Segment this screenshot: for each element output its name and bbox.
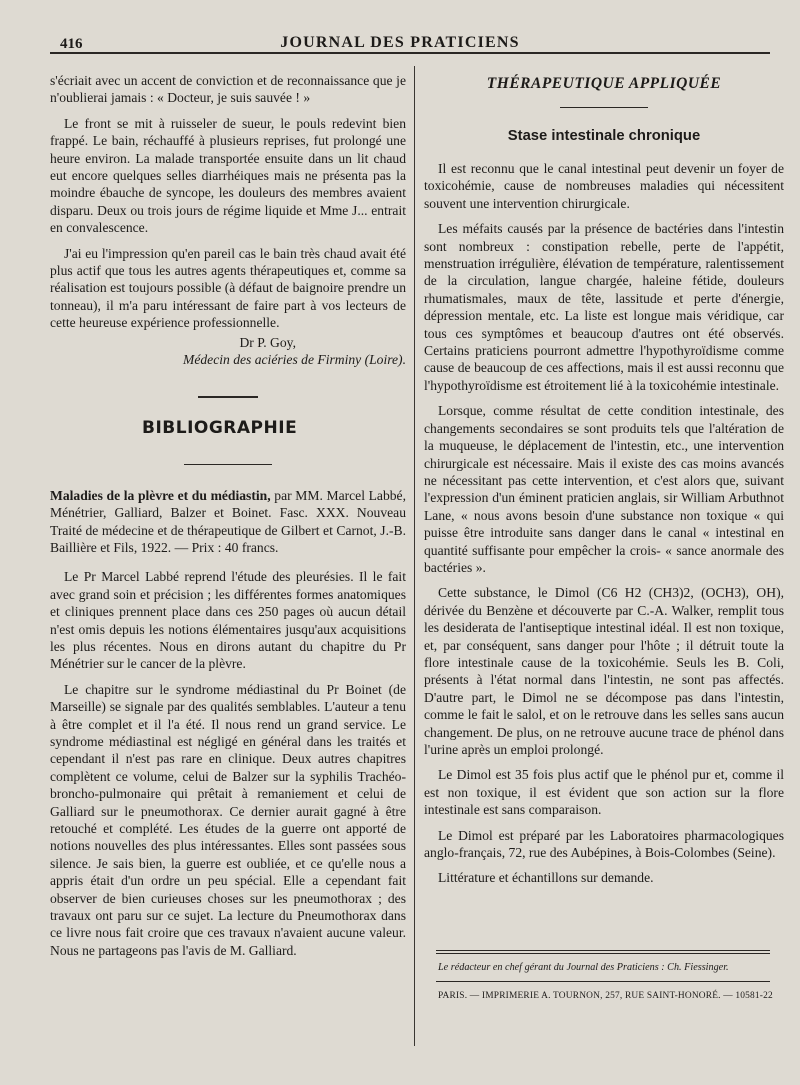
article-title: Stase intestinale chronique xyxy=(507,128,701,144)
bibliography-heading: BIBLIOGRAPHIE xyxy=(142,417,298,438)
editor-line: Le rédacteur en chef gérant du Journal des Praticiens : Ch. Fiessinger. xyxy=(438,962,729,973)
right-paragraph: Le Dimol est préparé par les Laboratoires pharmacologiques anglo-français, 72, rue des Aubépines, à Bois-Colombes (Seine). xyxy=(424,827,784,861)
left-paragraph: Le front se mit à ruisseler de sueur, le pouls redevint bien frappé. Le bain, réchauffé à plusieurs reprises, fut prolongé une heure environ. La malade transportée ensuite dans un lit chaud eut encore quelques selles diarrhéiques mais ne présenta pas la moindre ébauche de syncope, les douleurs des membres avaient disparu. Deux ou trois jours de régime liquide et Mme J... entrait en convalescence. xyxy=(50,115,406,236)
right-paragraph: Cette substance, le Dimol (C6 H2 (CH3)2, (OCH3), OH), dérivée du Benzène et découverte par C.-A. Walker, remplit tous les desiderata de l'antiseptique intestinal idéal. Il est non toxique, et, par conséquent, sans danger pour l'hôte ; il détruit toute la flore intestinale cause de la toxicohémie. Seuls les B. Coli, présents à l'état normal dans l'intestin, ne sont pas affectés. D'autre part, le Dimol ne se décompose pas dans l'intestin, comme le fait le salol, et on le retrouve dans les selles sans aucun changement. De plus, on ne retrouve aucune trace de phénol dans l'urine après un emploi prolongé. xyxy=(424,585,784,757)
header-rule xyxy=(50,52,770,54)
left-paragraph: Le chapitre sur le syndrome médiastinal du Pr Boinet (de Marseille) se signale par des qualités semblables. L'auteur a tenu à être complet et il l'a été. Il nous rend un grand service. Le syndrome médiastinal est négligé en général dans les traités et cependant il n'est pas rare en clinique. Deux autres chapitres complètent ce volume, celui de Balzer sur la syphilis Trachéo-broncho-pulmonaire qui prêtait à remaniement et celui de Galliard sur le pneumothorax. Ce dernier aurait gagné à être retouché et complété. Les études de la guerre ont apporté de notions nouvelles des plus intéressantes. Elles sont passées sous silence. Je sais bien, la guerre est oubliée, et ce qu'elle nous a appris était d'un ordre un peu spécial. Elle a cependant fait observer de bien curieuses choses sur les pneumothorax ; des travaux ont paru sur ce sujet. La lecture du Pneumothorax dans ce livre nous fait croire que ces travaux n'avaient aucune valeur. Nous ne partageons pas l'avis de M. Galliard. xyxy=(50,681,406,958)
page-number: 416 xyxy=(60,36,83,52)
left-column xyxy=(50,72,406,959)
right-paragraph: Littérature et échantillons sur demande. xyxy=(438,870,654,886)
right-paragraph: Les méfaits causés par la présence de bactéries dans l'intestin sont nombreux : constipation rebelle, perte de l'appétit, menstruation irrégulière, élévation de température, ralentissement de la circulation, langue chargée, haleine fétide, douleurs rhumatismales, maux de tête, lassitude et perte d'énergie, dépression mentale, etc. La liste est longue mais véridique, car tous ces symptômes et beaucoup d'autres ont été observés. Certains praticiens pourront admettre l'hypothyroïdisme comme cause de beaucoup de ces affections, mais il est aussi reconnu que l'hypothyroïdisme est étroitement lié à la toxicohémie intestinale. xyxy=(424,221,784,393)
footer-rule xyxy=(436,981,770,982)
right-paragraph: Le Dimol est 35 fois plus actif que le phénol pur et, comme il est non toxique, il est évident que son action sur la flore intestinale est sans comparaison. xyxy=(424,767,784,818)
section-rule xyxy=(560,107,648,108)
left-paragraph: s'écriait avec un accent de conviction et de reconnaissance que je n'oublierai jamais : « Docteur, je suis sauvée ! » xyxy=(50,73,406,106)
bibliography-reference xyxy=(50,487,406,557)
printer-line: PARIS. — IMPRIMERIE A. TOURNON, 257, RUE SAINT-HONORÉ. — 10581-22 xyxy=(438,991,773,1001)
right-paragraph: Il est reconnu que le canal intestinal peut devenir un foyer de toxicohémie, cause de nombreuses maladies qui nécessitent souvent une intervention chirurgicale. xyxy=(424,161,784,211)
signature-role: Médecin des aciéries de Firminy (Loire). xyxy=(183,351,406,367)
journal-title: JOURNAL DES PRATICIENS xyxy=(280,34,520,51)
section-rule xyxy=(198,396,258,398)
left-paragraph: J'ai eu l'impression qu'en pareil cas le bain très chaud avait été plus actif que tous les autres agents thérapeutiques et, comme sa réalisation est toujours possible (à défaut de baignoire prendre un tonneau), il m'a paru intéressant de faire part à vos lecteurs de cette heureuse expérience professionnelle. xyxy=(50,245,406,331)
reference-details: par MM. Marcel Labbé, Ménétrier, Galliard, Balzer et Boinet. Fasc. XXX. Nouveau Traité de médecine et de thérapeutique de Gilbert et Carnot, J.-B. Baillière et Fils, 1922. — Prix : 40 francs. xyxy=(50,487,406,555)
footer-rule xyxy=(436,950,770,951)
column-divider xyxy=(414,66,415,1046)
section-heading: THÉRAPEUTIQUE APPLIQUÉE xyxy=(486,75,722,92)
right-column xyxy=(424,72,784,887)
signature-name: Dr P. Goy, xyxy=(239,334,296,350)
reference-title: Maladies de la plèvre et du médiastin, xyxy=(50,487,271,503)
left-paragraph: Le Pr Marcel Labbé reprend l'étude des pleurésies. Il le fait avec grand soin et précision ; les différentes formes anatomiques et cliniques prennent place dans ces 250 pages où aucun détail n'est omis depuis les notions élémentaires jusqu'aux acquisitions les plus récentes. Nous en dirons autant du chapitre du Pr Ménétrier sur le cancer de la plèvre. xyxy=(50,569,406,672)
footer-rule xyxy=(436,953,770,954)
right-paragraph: Lorsque, comme résultat de cette condition intestinale, des changements secondaires se sont produits tels que l'altération de la muqueuse, le déplacement de l'intestin, etc., une intervention chirurgicale est nécessaire. Mais il existe des cas moins avancés ne nécessitant pas cette intervention, et c'est alors que, suivant l'expression d'un éminent praticien anglais, sir William Arbuthnot Lane, « nous avons besoin d'une substance non toxique « qui puisse être introduite sans danger dans le canal « intestinal en quantité suffisante pour empêcher la crois- « sance anormale des bactéries ». xyxy=(424,403,784,575)
